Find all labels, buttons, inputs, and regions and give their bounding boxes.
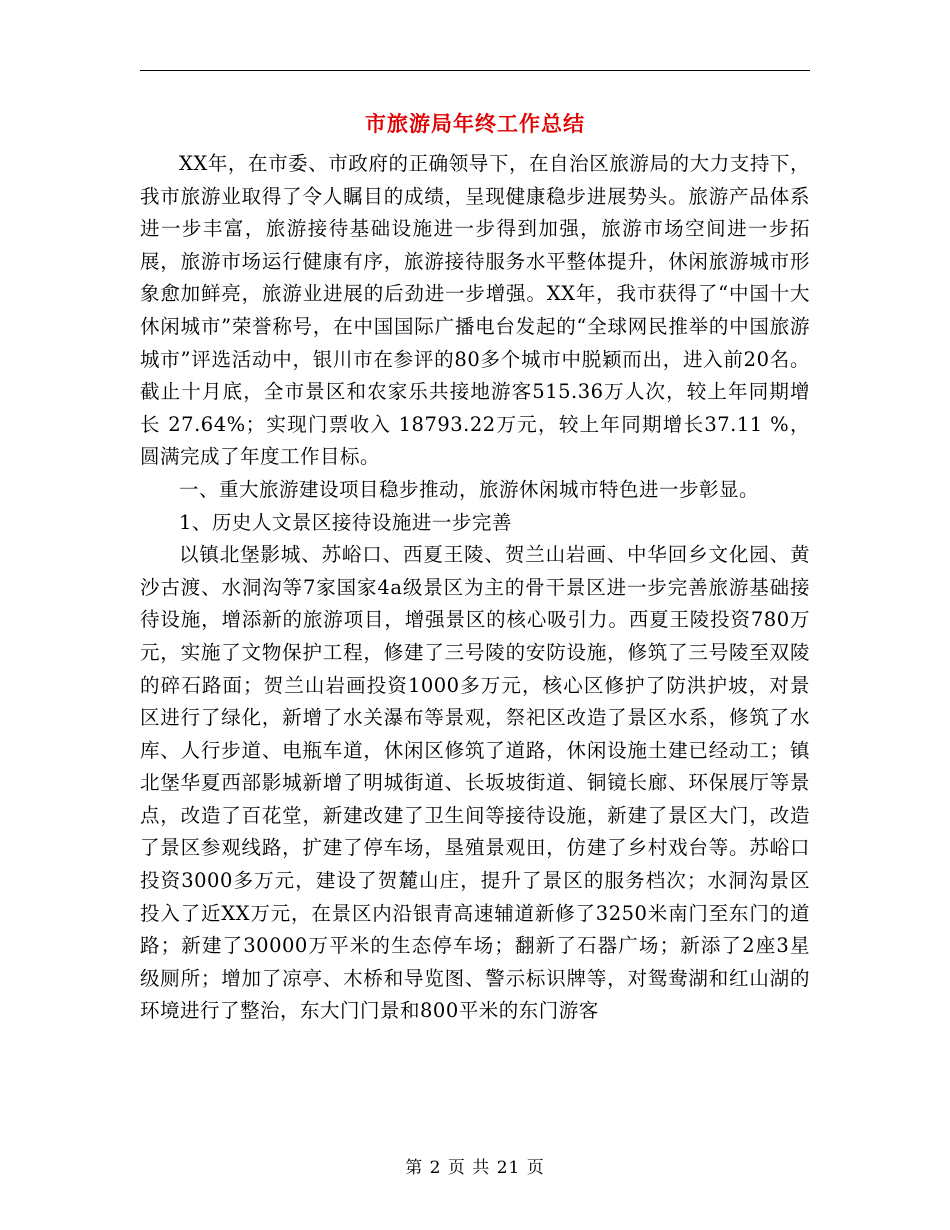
subsection-heading-1-1: 1、历史人文景区接待设施进一步完善 (179, 510, 512, 534)
document-body (140, 148, 810, 1028)
paragraph-scenic-areas: 以镇北堡影城、苏峪口、西夏王陵、贺兰山岩画、中华回乡文化园、黄沙古渡、水洞沟等7家国家4a级景区为主的骨干景区进一步完善旅游基础接待设施，增添新的旅游项目，增强景区的核心吸引力。西夏王陵投资780万元，实施了文物保护工程，修建了三号陵的安防设施，修筑了三号陵至双陵的碎石路面；贺兰山岩画投资1000多万元，核心区修护了防洪护坡，对景区进行了绿化，新增了水关瀑布等景观，祭祀区改造了景区水系，修筑了水库、人行步道、电瓶车道，休闲区修筑了道路，休闲设施土建已经动工；镇北堡华夏西部影城新增了明城街道、长坂坡街道、铜镜长廊、环保展厅等景点，改造了百花堂，新建改建了卫生间等接待设施，新建了景区大门，改造了景区参观线路，扩建了停车场，垦殖景观田，仿建了乡村戏台等。苏峪口投资3000多万元，建设了贺麓山庄，提升了景区的服务档次；水洞沟景区投入了近XX万元，在景区内沿银青高速辅道新修了3250米南门至东门的道路；新建了30000万平米的生态停车场；翻新了石器广场；新添了2座3星级厕所；增加了凉亭、木桥和导览图、警示标识牌等，对鸳鸯湖和红山湖的环境进行了整治，东大门门景和800平米的东门游客 (140, 543, 810, 1023)
paragraph-intro: XX年，在市委、市政府的正确领导下，在自治区旅游局的大力支持下，我市旅游业取得了令人瞩目的成绩，呈现健康稳步进展势头。旅游产品体系进一步丰富，旅游接待基础设施进一步得到加强，旅游市场空间进一步拓展，旅游市场运行健康有序，旅游接待服务水平整体提升，休闲旅游城市形象愈加鲜亮，旅游业进展的后劲进一步增强。XX年，我市获得了“中国十大休闲城市”荣誉称号，在中国国际广播电台发起的“全球网民推举的中国旅游城市”评选活动中，银川市在参评的80多个城市中脱颖而出，进入前20名。截止十月底，全市景区和农家乐共接地游客515.36万人次，较上年同期增长 27.64%；实现门票收入 18793.22万元，较上年同期增长37.11 %，圆满完成了年度工作目标。 (140, 152, 810, 469)
header-rule (140, 70, 810, 71)
section-heading-1: 一、重大旅游建设项目稳步推动，旅游休闲城市特色进一步彰显。 (179, 477, 760, 501)
document-title: 市旅游局年终工作总结 (365, 111, 585, 136)
page-number-footer: 第 2 页 共 21 页 (405, 1158, 545, 1178)
